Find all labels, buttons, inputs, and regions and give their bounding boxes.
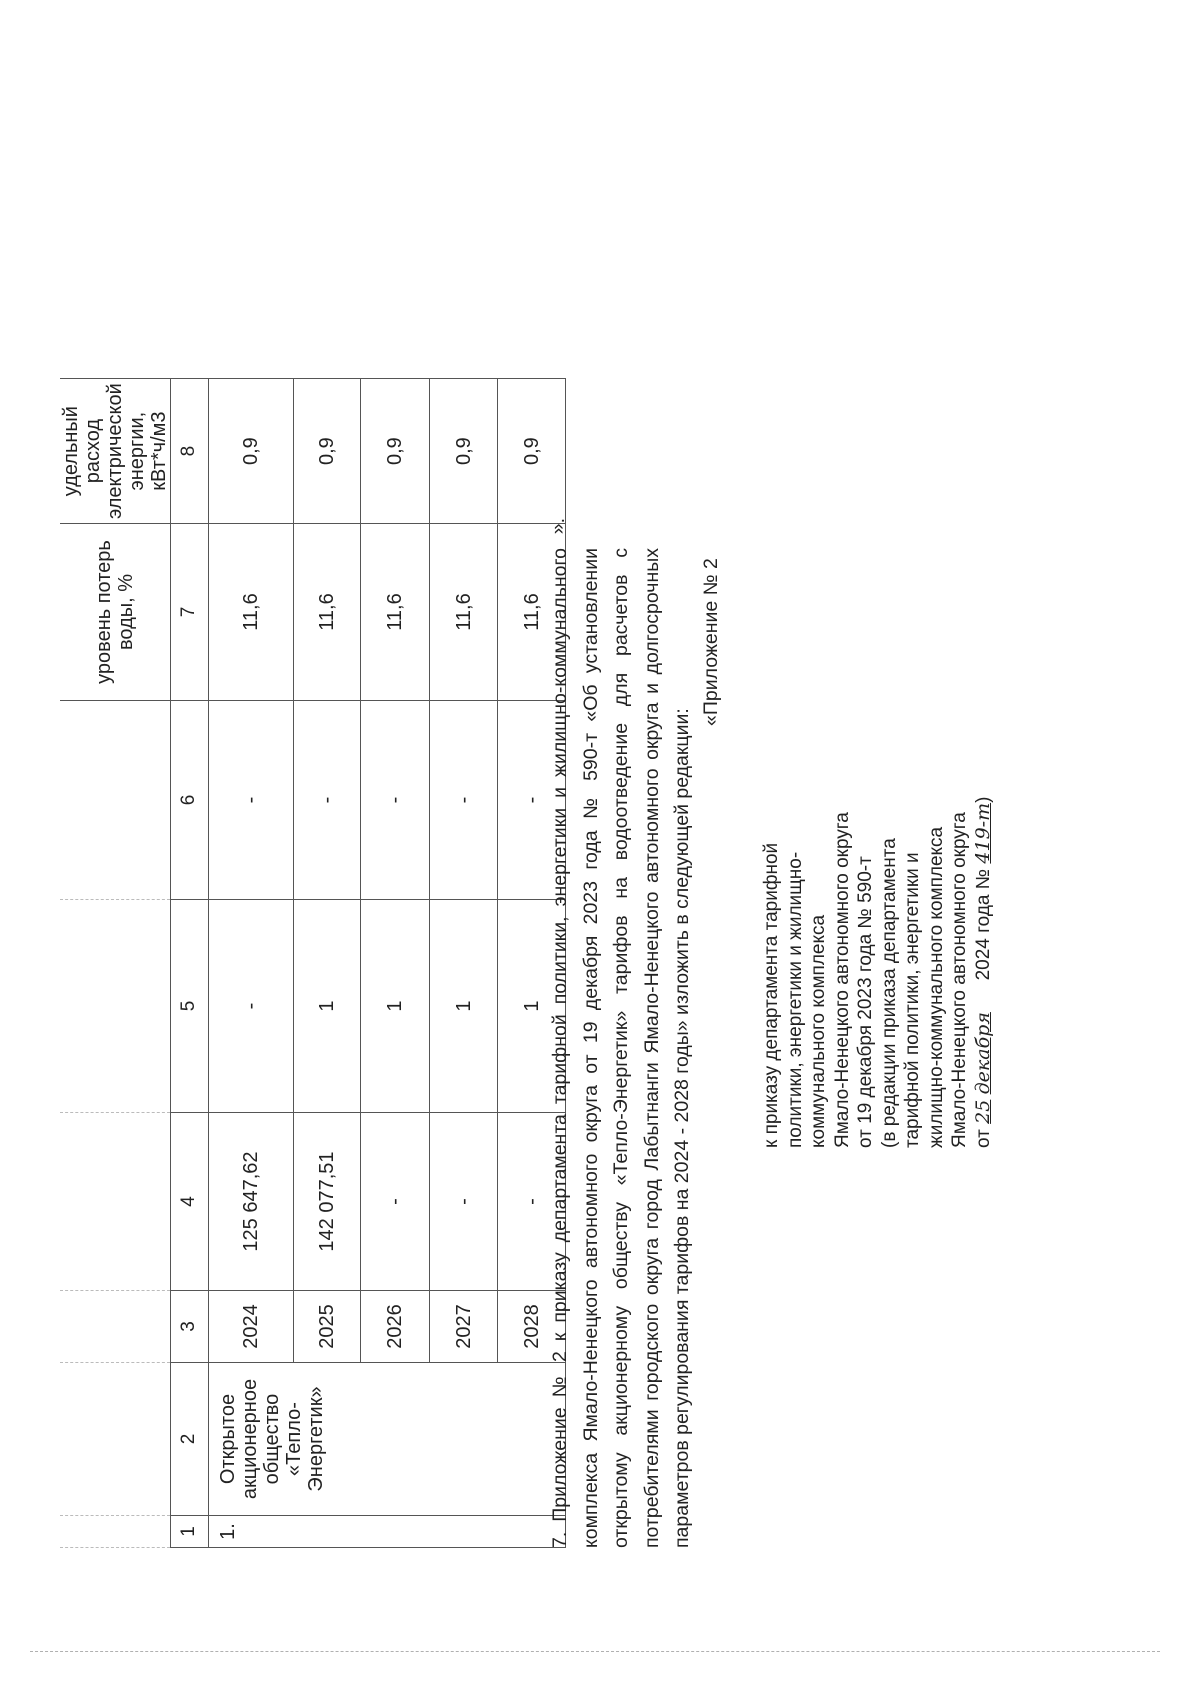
- col-number-8: 8: [171, 379, 209, 524]
- value-col8: 0,9: [498, 379, 566, 524]
- value-col4: -: [361, 1113, 430, 1291]
- value-col8: 0,9: [361, 379, 430, 524]
- header-water-loss: уровень потерь воды, %: [60, 524, 171, 701]
- col-number-6: 6: [171, 701, 209, 900]
- appendix-line: Ямало-Ненецкого автономного округа: [949, 812, 970, 1148]
- appendix-reference-block: [760, 688, 995, 1148]
- tariff-parameters-table: [60, 378, 566, 1548]
- date-closing-paren: ): [972, 796, 994, 803]
- year-cell: 2028: [498, 1291, 566, 1363]
- header-cell-6: [60, 701, 171, 900]
- value-col5: 1: [498, 900, 566, 1113]
- value-col5: 1: [430, 900, 498, 1113]
- col-number-5: 5: [171, 900, 209, 1113]
- value-col7: 11,6: [430, 524, 498, 701]
- appendix-line: политики, энергетики и жилищно-: [784, 851, 806, 1148]
- year-cell: 2024: [209, 1291, 294, 1363]
- value-col4: 142 077,51: [294, 1113, 361, 1291]
- value-col5: -: [209, 900, 294, 1113]
- value-col6: -: [209, 701, 294, 900]
- col-number-7: 7: [171, 524, 209, 701]
- value-col7: 11,6: [498, 524, 566, 701]
- value-col7: 11,6: [209, 524, 294, 701]
- appendix-line: к приказу департамента тарифной: [761, 842, 782, 1148]
- table-header-row: [60, 379, 171, 1548]
- value-col4: -: [498, 1113, 566, 1291]
- year-cell: 2027: [430, 1291, 498, 1363]
- row-number: 1.: [209, 1516, 566, 1548]
- value-col7: 11,6: [361, 524, 430, 701]
- value-col4: 125 647,62: [209, 1113, 294, 1291]
- value-col8: 0,9: [209, 379, 294, 524]
- value-col4: -: [430, 1113, 498, 1291]
- value-col6: -: [498, 701, 566, 900]
- value-col6: -: [294, 701, 361, 900]
- organization-name: Открытое акционерное общество «Тепло-Энергетик»: [209, 1363, 566, 1516]
- value-col6: -: [430, 701, 498, 900]
- col-number-3: 3: [171, 1291, 209, 1363]
- handwritten-day: 25: [971, 1099, 994, 1124]
- value-col8: 0,9: [294, 379, 361, 524]
- handwritten-order-number: 419-т: [971, 802, 994, 864]
- value-col5: 1: [361, 900, 430, 1113]
- header-cell-4: [60, 1113, 171, 1291]
- appendix-line: от 19 декабря 2023 года № 590-т: [855, 856, 876, 1148]
- header-electricity-consumption: удельный расход электрической энергии, кВт*ч/м3: [60, 379, 171, 524]
- appendix-line: (в редакции приказа департамента: [878, 838, 900, 1148]
- header-cell-1: [60, 1516, 171, 1548]
- column-numbers-row: [171, 379, 209, 1548]
- col-number-4: 4: [171, 1113, 209, 1291]
- appendix-date-line: [972, 688, 996, 1148]
- handwritten-month: декабря: [971, 1012, 994, 1095]
- value-col8: 0,9: [430, 379, 498, 524]
- scan-edge-line: [30, 1650, 1160, 1652]
- value-col5: 1: [294, 900, 361, 1113]
- col-number-1: 1: [171, 1516, 209, 1548]
- appendix-title: «Приложение № 2: [700, 558, 722, 726]
- date-prefix: от: [972, 1129, 994, 1148]
- appendix-line: тарифной политики, энергетики и: [902, 852, 923, 1148]
- closing-quote: ».: [547, 518, 569, 535]
- header-cell-2: [60, 1363, 171, 1516]
- appendix-line: Ямало-Ненецкого автономного округа: [831, 812, 853, 1148]
- appendix-line: жилищно-коммунального комплекса: [925, 826, 947, 1148]
- clause-7-paragraph: [545, 518, 698, 1548]
- value-col7: 11,6: [294, 524, 361, 701]
- value-col6: -: [361, 701, 430, 900]
- header-cell-5: [60, 900, 171, 1113]
- date-year-text: 2024 года №: [972, 868, 994, 981]
- table-row: [209, 379, 294, 1548]
- col-number-2: 2: [171, 1363, 209, 1516]
- header-cell-3: [60, 1291, 171, 1363]
- year-cell: 2026: [361, 1291, 430, 1363]
- appendix-line: коммунального комплекса: [808, 914, 829, 1148]
- clause-7-text: 7. Приложение № 2 к приказу департамента тарифной политики, энергетики и жилищно-коммунального комплекса Ямало-Ненецкого автономного округа от 19 декабря 2023 года № 590-т «Об установлении открытому акционерному обществу «Тепло-Энергетик» тарифов на водоотведение для расчетов с потребителями городского округа город Лабытнанги Ямало-Ненецкого автономного округа и долгосрочных параметров регулирования тарифов на 2024 - 2028 годы» изложить в следующей редакции:: [549, 548, 693, 1548]
- year-cell: 2025: [294, 1291, 361, 1363]
